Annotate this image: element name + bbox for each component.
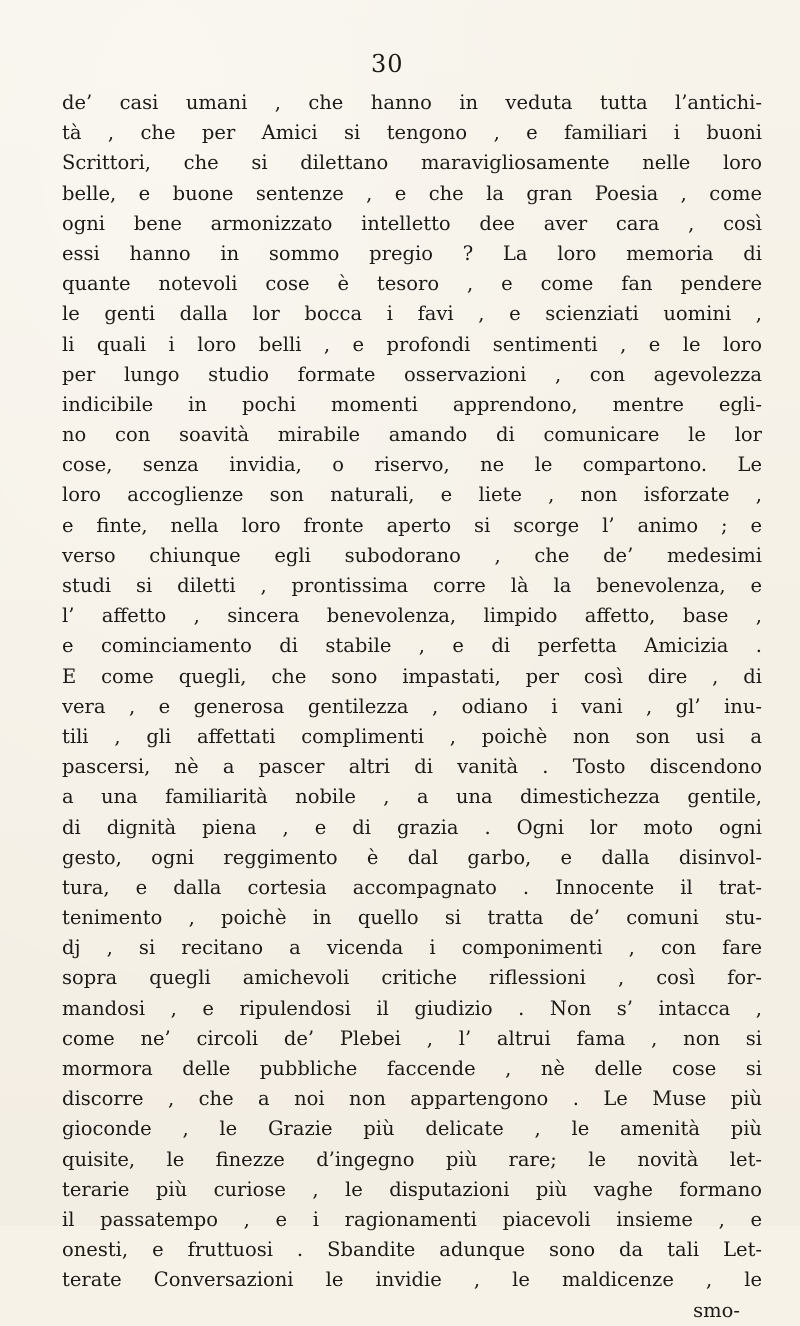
catchword: smo- xyxy=(693,1298,740,1322)
text-line: loro accoglienze son naturali, e liete , non isforzate , xyxy=(62,483,762,507)
text-line: tà , che per Amici si tengono , e familiari i buoni xyxy=(62,121,762,145)
text-line: de’ casi umani , che hanno in veduta tutta l’antichi- xyxy=(62,91,762,114)
text-line: li quali i loro belli , e profondi sentimenti , e le loro xyxy=(62,332,762,356)
page-number: 30 xyxy=(371,50,404,78)
text-line: studi si diletti , prontissima corre là la benevolenza, e xyxy=(62,574,762,597)
text-line: e cominciamento di stabile , e di perfetta Amicizia . xyxy=(62,634,762,658)
text-line: gioconde , le Grazie più delicate , le amenità più xyxy=(62,1117,762,1141)
text-line: terate Conversazioni le invidie , le maldicenze , le xyxy=(62,1268,762,1292)
text-line: no con soavità mirabile amando di comunicare le lor xyxy=(62,423,762,447)
text-line: mandosi , e ripulendosi il giudizio . Non s’ intacca , xyxy=(62,996,762,1020)
text-line: pascersi, nè a pascer altri di vanità . Tosto discendono xyxy=(62,755,762,779)
text-line: le genti dalla lor bocca i favi , e scienziati uomini , xyxy=(62,302,762,326)
text-line: verso chiunque egli subodorano , che de’ medesimi xyxy=(62,543,762,567)
text-line: essi hanno in sommo pregio ? La loro memoria di xyxy=(62,241,762,265)
text-line: dj , si recitano a vicenda i componimenti , con fare xyxy=(62,936,762,960)
text-line: sopra quegli amichevoli critiche riflessioni , così for- xyxy=(62,966,762,990)
text-line: cose, senza invidia, o riservo, ne le compartono. Le xyxy=(62,453,762,477)
text-line: tenimento , poichè in quello si tratta de’ comuni stu- xyxy=(62,906,762,930)
text-line: di dignità piena , e di grazia . Ogni lor moto ogni xyxy=(62,815,762,839)
text-line: tili , gli affettati complimenti , poichè non son usi a xyxy=(62,724,762,748)
text-line: per lungo studio formate osservazioni , con agevolezza xyxy=(62,362,762,386)
text-line: ogni bene armonizzato intelletto dee aver cara , così xyxy=(62,211,762,235)
text-line: tura, e dalla cortesia accompagnato . Innocente il trat- xyxy=(62,875,762,899)
text-line: mormora delle pubbliche faccende , nè delle cose si xyxy=(62,1057,762,1080)
text-line: Scrittori, che si dilettano maravigliosamente nelle loro xyxy=(62,151,762,175)
text-line: a una familiarità nobile , a una dimestichezza gentile, xyxy=(62,785,762,809)
text-line: onesti, e fruttuosi . Sbandite adunque sono da tali Let- xyxy=(62,1238,762,1262)
text-line: e finte, nella loro fronte aperto si scorge l’ animo ; e xyxy=(62,513,762,537)
text-line: gesto, ogni reggimento è dal garbo, e dalla disinvol- xyxy=(62,845,762,869)
body-text xyxy=(62,88,762,1326)
text-line: quante notevoli cose è tesoro , e come fan pendere xyxy=(62,272,762,296)
text-line: il passatempo , e i ragionamenti piacevoli insieme , e xyxy=(62,1207,762,1231)
text-line: come ne’ circoli de’ Plebei , l’ altrui fama , non si xyxy=(62,1026,762,1050)
text-line: discorre , che a noi non appartengono . Le Muse più xyxy=(62,1087,762,1111)
text-line: l’ affetto , sincera benevolenza, limpido affetto, base , xyxy=(62,604,762,628)
text-line: indicibile in pochi momenti apprendono, mentre egli- xyxy=(62,392,762,416)
text-line: vera , e generosa gentilezza , odiano i vani , gl’ inu- xyxy=(62,694,762,718)
text-line: E come quegli, che sono impastati, per così dire , di xyxy=(62,664,762,688)
text-line: belle, e buone sentenze , e che la gran Poesia , come xyxy=(62,181,762,205)
text-line: quisite, le finezze d’ingegno più rare; le novità let- xyxy=(62,1147,762,1171)
text-line: terarie più curiose , le disputazioni più vaghe formano xyxy=(62,1177,762,1201)
